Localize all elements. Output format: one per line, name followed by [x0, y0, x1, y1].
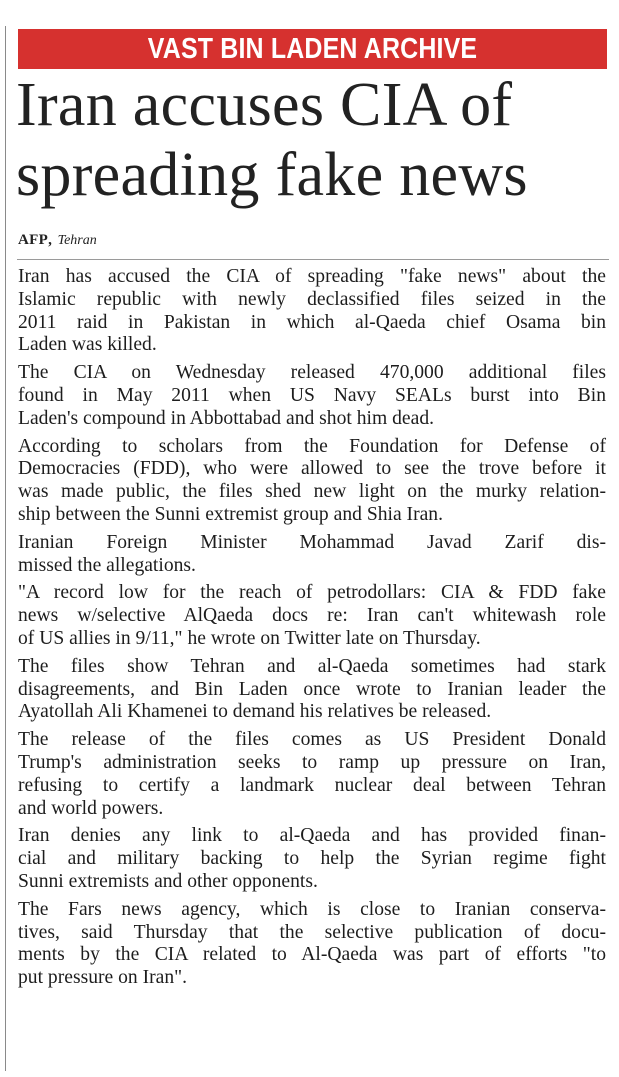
paragraph-line: Trump's administration seeks to ramp up pressure on Iran, [18, 751, 606, 773]
article-paragraph [18, 656, 606, 724]
article-paragraph [18, 825, 606, 893]
section-kicker-banner [18, 29, 607, 69]
paragraph-line: Laden's compound in Abbottabad and shot him dead. [18, 407, 435, 429]
paragraph-line: Laden was killed. [18, 334, 157, 356]
paragraph-line: news w/selective AlQaeda docs re: Iran can't whitewash role [18, 605, 606, 627]
paragraph-line: "A record low for the reach of petrodollars: CIA & FDD fake [18, 582, 606, 604]
headline-line-1: Iran accuses CIA of [16, 71, 513, 139]
article-body [18, 266, 606, 995]
paragraph-line: The files show Tehran and al-Qaeda sometimes had stark [18, 655, 606, 677]
paragraph-line: The release of the files comes as US President Donald [18, 729, 606, 751]
paragraph-line: and world powers. [18, 797, 164, 819]
article-paragraph [18, 266, 606, 357]
article-paragraph [18, 532, 606, 578]
paragraph-line: The CIA on Wednesday released 470,000 additional files [18, 362, 606, 384]
byline-dateline-city: Tehran [57, 233, 97, 248]
article-paragraph [18, 436, 606, 527]
paragraph-line: According to scholars from the Foundation for Defense of [18, 435, 606, 457]
article-paragraph [18, 362, 606, 430]
article-paragraph [18, 729, 606, 820]
paragraph-line: put pressure on Iran". [18, 967, 188, 989]
paragraph-line: was made public, the files shed new light on the murky relation- [18, 481, 606, 503]
article-paragraph [18, 899, 606, 990]
paragraph-line: Islamic republic with newly declassified files seized in the [18, 288, 606, 310]
paragraph-line: The Fars news agency, which is close to Iranian conserva- [18, 898, 606, 920]
article-headline [16, 70, 616, 210]
byline [18, 230, 97, 251]
column-rule [5, 26, 6, 1071]
headline-line-2: spreading fake news [16, 141, 528, 209]
paragraph-line: Iran has accused the CIA of spreading "fake news" about the [18, 266, 606, 287]
kicker-text: VAST BIN LADEN ARCHIVE [147, 33, 478, 65]
paragraph-line: of US allies in 9/11," he wrote on Twitter late on Thursday. [18, 627, 481, 649]
paragraph-line: ship between the Sunni extremist group and Shia Iran. [18, 503, 443, 525]
paragraph-line: Iran denies any link to al-Qaeda and has provided finan- [18, 825, 606, 847]
paragraph-line: missed the allegations. [18, 554, 196, 576]
paragraph-line: found in May 2011 when US Navy SEALs burst into Bin [18, 384, 606, 406]
paragraph-line: disagreements, and Bin Laden once wrote to Iranian leader the [18, 678, 606, 700]
paragraph-line: Democracies (FDD), who were allowed to see the trove before it [18, 458, 606, 480]
byline-divider [17, 259, 609, 260]
paragraph-line: tives, said Thursday that the selective publication of docu- [18, 921, 606, 943]
article-paragraph [18, 582, 606, 650]
paragraph-line: 2011 raid in Pakistan in which al-Qaeda chief Osama bin [18, 311, 606, 333]
paragraph-line: ments by the CIA related to Al-Qaeda was part of efforts "to [18, 944, 606, 966]
paragraph-line: Iranian Foreign Minister Mohammad Javad Zarif dis- [18, 531, 606, 553]
byline-agency: AFP [18, 232, 49, 248]
byline-separator: , [48, 232, 52, 248]
paragraph-line: Sunni extremists and other opponents. [18, 870, 318, 892]
paragraph-line: cial and military backing to help the Syrian regime fight [18, 848, 606, 870]
paragraph-line: refusing to certify a landmark nuclear deal between Tehran [18, 774, 606, 796]
paragraph-line: Ayatollah Ali Khamenei to demand his relatives be released. [18, 701, 492, 723]
